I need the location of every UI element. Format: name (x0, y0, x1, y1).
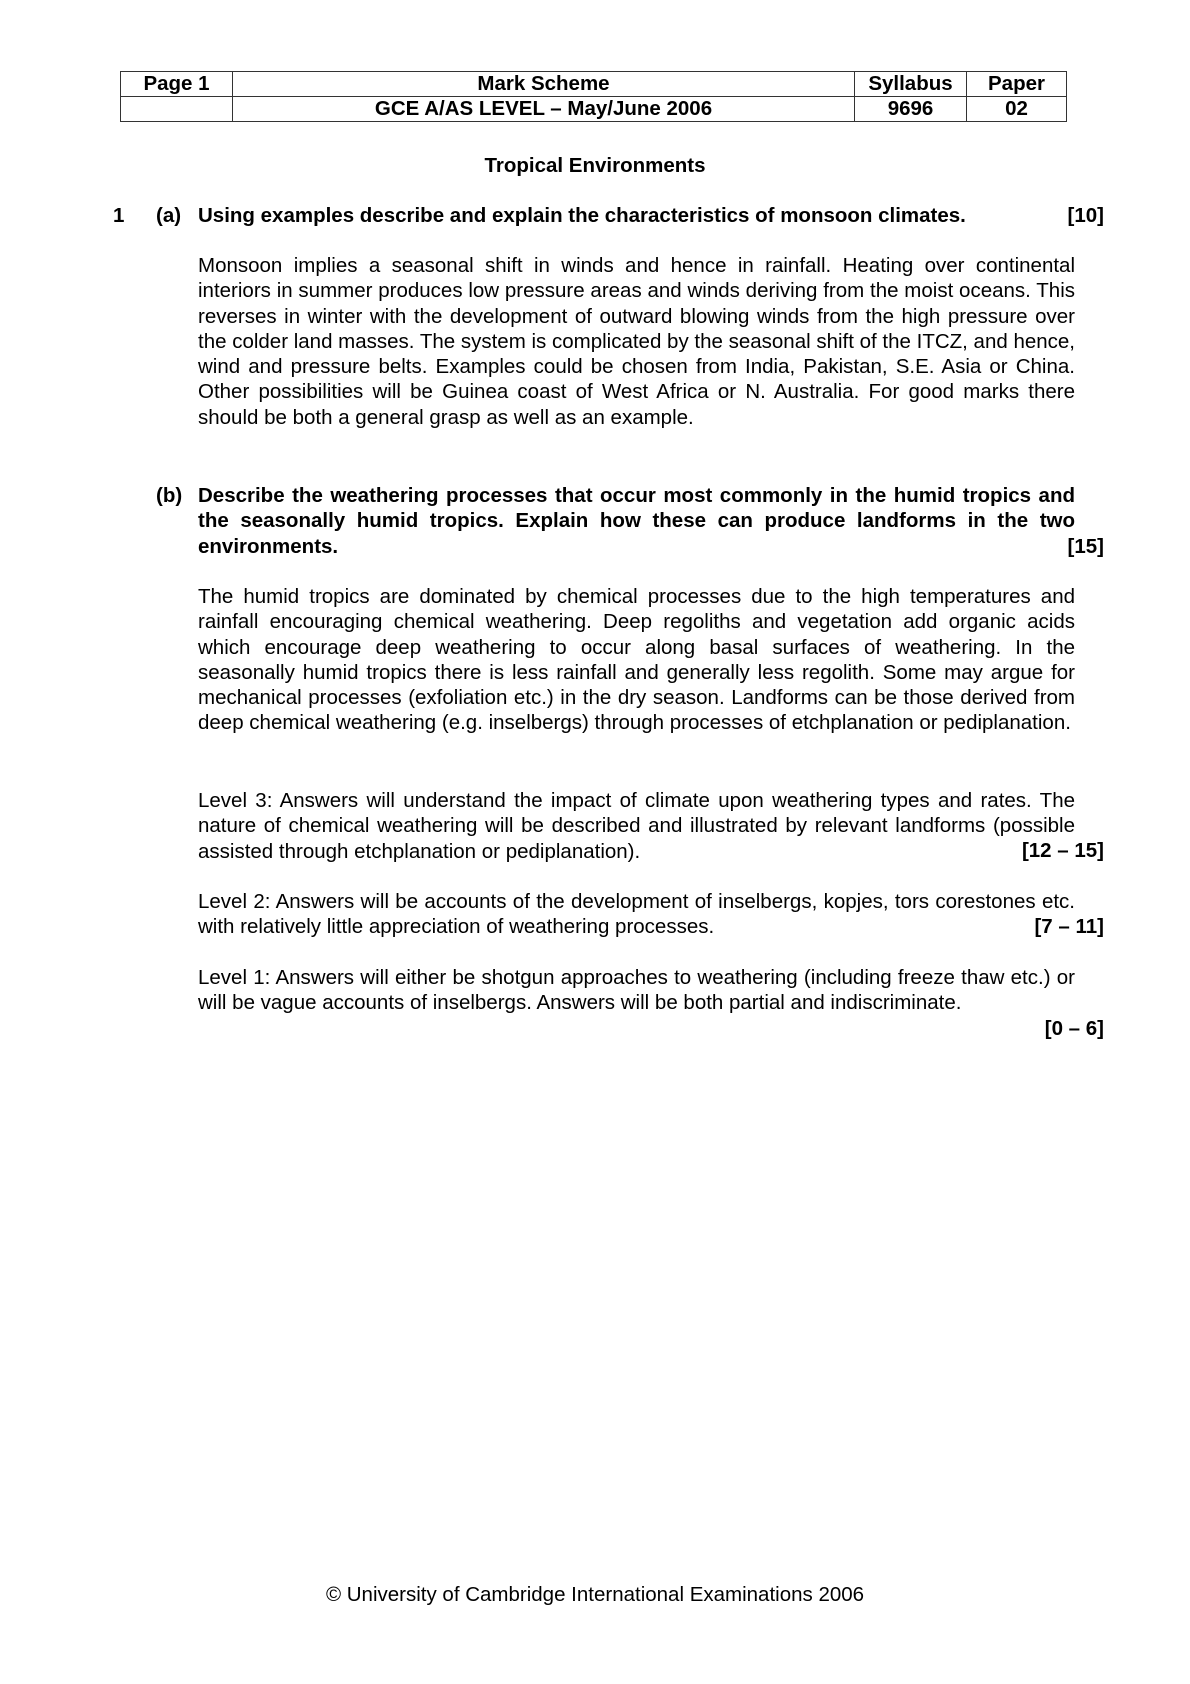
level-2-marks: [7 – 11] (1034, 915, 1104, 938)
part-a-answer: Monsoon implies a seasonal shift in winds and hence in rainfall. Heating over continental interiors in summer produces low pressure areas and winds deriving from the moist oceans. This reverses in winter with the development of outward blowing winds from the high pressure over the colder land masses. The system is complicated by the seasonal shift of the ITCZ, and hence, wind and pressure belts. Examples could be chosen from India, Pakistan, S.E. Asia or China. Other possibilities will be Guinea coast of West Africa or N. Australia. For good marks there should be both a general grasp as well as an example. (198, 254, 1076, 429)
header-page: Page 1 (121, 72, 233, 97)
header-row (121, 72, 1067, 97)
level-1-descriptor: Level 1: Answers will either be shotgun approaches to weathering (including freeze thaw etc.) or will be vague accounts of inselbergs. Answers will be both partial and indiscriminate. (198, 966, 1075, 1015)
section-title: Tropical Environments (484, 154, 706, 177)
part-b-answer: The humid tropics are dominated by chemical processes due to the high temperatures and rainfall encouraging chemical weathering. Deep regoliths and vegetation add organic acids which encourage deep weathering to occur along basal surfaces of weathering. In the seasonally humid tropics there is less rainfall and generally less regolith. Some may argue for mechanical processes (exfoliation etc.) in the dry season. Landforms can be those derived from deep chemical weathering (e.g. inselbergs) through processes of etchplanation or pediplanation. (198, 585, 1075, 735)
part-b-prompt: Describe the weathering processes that occur most commonly in the humid tropics and the seasonally humid tropics. Explain how these can produce landforms in the two environments. (198, 484, 1075, 558)
part-a-marks: [10] (1067, 204, 1104, 227)
copyright-footer: © University of Cambridge International Examinations 2006 (325, 1583, 865, 1606)
header-paper-label: Paper (967, 72, 1067, 97)
level-2-descriptor: Level 2: Answers will be accounts of the development of inselbergs, kopjes, tors corestones etc. with relatively little appreciation of weathering processes. (198, 890, 1075, 939)
part-b-marks: [15] (1067, 535, 1104, 558)
header-syllabus-label: Syllabus (855, 72, 967, 97)
part-a-letter: (a) (156, 204, 182, 227)
header-table (120, 71, 1067, 122)
header-exam-session: GCE A/AS LEVEL – May/June 2006 (233, 97, 855, 122)
part-b-letter: (b) (156, 484, 183, 507)
header-syllabus-code: 9696 (855, 97, 967, 122)
header-empty-cell (121, 97, 233, 122)
header-paper-number: 02 (967, 97, 1067, 122)
question-number: 1 (113, 204, 125, 227)
level-3-marks: [12 – 15] (1021, 839, 1104, 862)
level-3-descriptor: Level 3: Answers will understand the impact of climate upon weathering types and rates. The nature of chemical weathering will be described and illustrated by relevant landforms (possible assisted through etchplanation or pediplanation). (198, 789, 1075, 863)
part-a-prompt: Using examples describe and explain the characteristics of monsoon climates. (198, 204, 966, 227)
header-doc-type: Mark Scheme (233, 72, 855, 97)
header-row (121, 97, 1067, 122)
level-1-marks: [0 – 6] (1044, 1017, 1104, 1040)
